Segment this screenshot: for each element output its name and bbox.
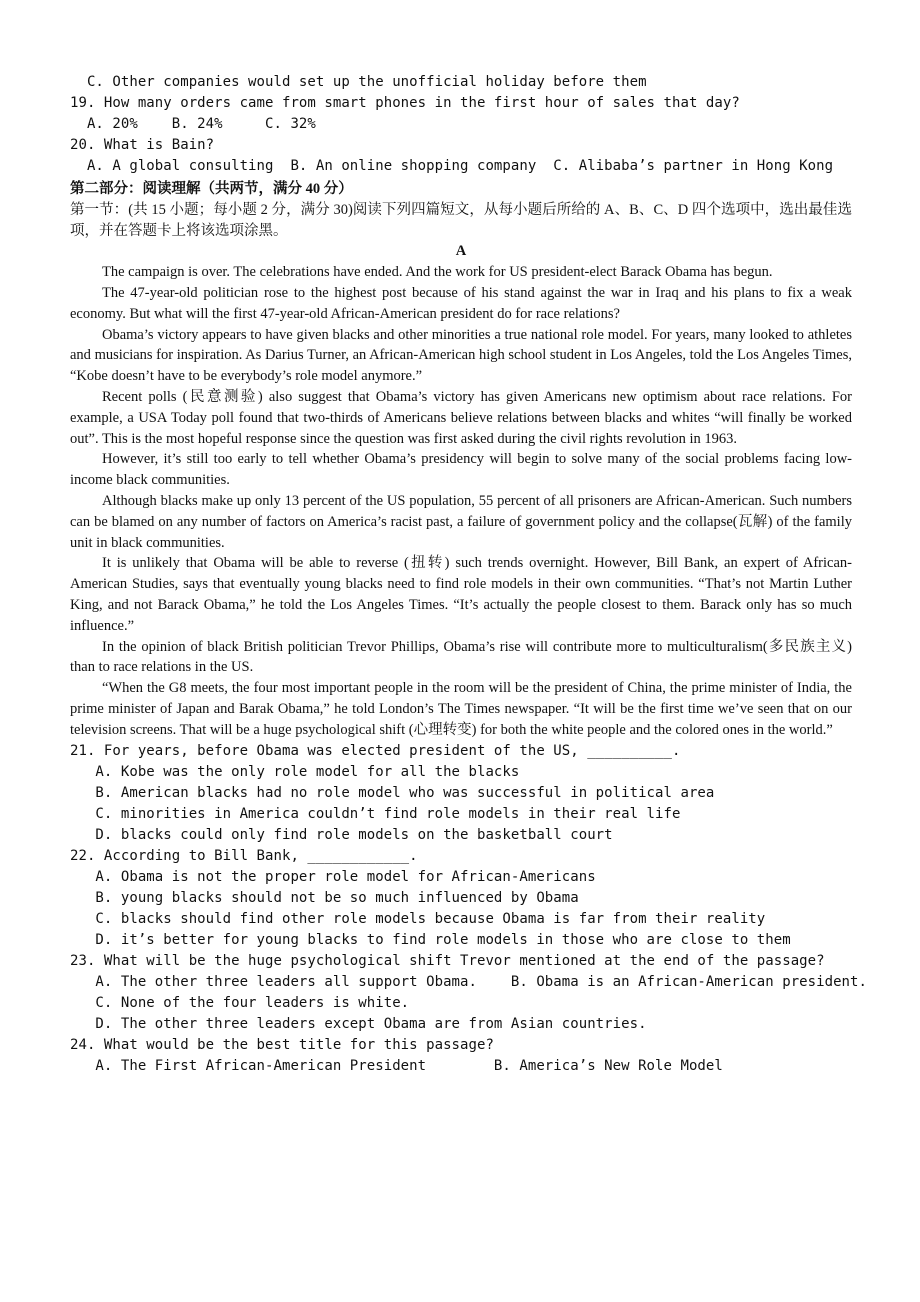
- option-d: D. The other three leaders except Obama are from Asian countries.: [70, 1015, 647, 1032]
- option-b: B. American blacks had no role model who was successful in political area: [70, 784, 715, 801]
- previous-questions: [70, 72, 852, 177]
- question-22: [70, 846, 852, 951]
- option-d: D. it’s better for young blacks to find role models in those who are close to them: [70, 931, 791, 948]
- passage-paragraph: In the opinion of black British politician Trevor Phillips, Obama’s rise will contribute more to multiculturalism(多民族主义) than to race relations in the US.: [70, 638, 852, 676]
- q20-options: A. A global consulting B. An online shopping company C. Alibaba’s partner in Hong Kong: [70, 158, 834, 174]
- question-stem: 21. For years, before Obama was elected president of the US, __________.: [70, 742, 681, 759]
- q18-option-c: C. Other companies would set up the unofficial holiday before them: [70, 74, 647, 90]
- option-a: A. Kobe was the only role model for all the blacks: [70, 763, 520, 780]
- passage-paragraph: Recent polls (民意测验) also suggest that Obama’s victory has given Americans new optimism about race relations. For example, a USA Today poll found that two-thirds of Americans believe relations between blacks and whites “will finally be worked out”. This is the most hopeful response since the question was first asked during the civil rights revolution in 1963.: [70, 388, 852, 447]
- question-stem: 23. What will be the huge psychological shift Trevor mentioned at the end of the passage?: [70, 952, 825, 969]
- question-list: [70, 741, 867, 1077]
- passage-paragraph: It is unlikely that Obama will be able to reverse (扭转) such trends overnight. However, Bill Bank, an expert of African-American Studies, says that eventually young blacks need to find role models in their own communities. “That’s not Martin Luther King, and not Barack Obama,” he told the Los Angeles Times. “It’s actually the people closest to them. Barack only has so much influence.”: [70, 555, 852, 634]
- passage-paragraph: The 47-year-old politician rose to the highest post because of his stand against the war in Iraq and his plans to fix a weak economy. But what will the first 47-year-old African-American president do for race relations?: [70, 284, 852, 322]
- question-23: [70, 951, 867, 1035]
- option-b: B. young blacks should not be so much influenced by Obama: [70, 889, 579, 906]
- section-header: [70, 179, 852, 241]
- q19-stem: 19. How many orders came from smart phones in the first hour of sales that day?: [70, 95, 740, 111]
- question-stem: 22. According to Bill Bank, ____________.: [70, 847, 418, 864]
- option-c: C. blacks should find other role models because Obama is far from their reality: [70, 910, 766, 927]
- question-stem: 24. What would be the best title for this passage?: [70, 1036, 494, 1053]
- option-d: D. blacks could only find role models on the basketball court: [70, 826, 613, 843]
- option-a: A. Obama is not the proper role model for African-Americans: [70, 868, 596, 885]
- passage-paragraph: Obama’s victory appears to have given blacks and other minorities a true national role model. For years, many looked to athletes and musicians for inspiration. As Darius Turner, an African-American high school student in Los Angeles, told the Los Angeles Times, “Kobe doesn’t have to be everybody’s role model anymore.”: [70, 326, 852, 385]
- q20-stem: 20. What is Bain?: [70, 137, 215, 153]
- section-instruction: 第一节：(共 15 小题；每小题 2 分，满分 30)阅读下列四篇短文，从每小题后所给的 A、B、C、D 四个选项中，选出最佳选项，并在答题卡上将该选项涂黑。: [70, 201, 852, 239]
- passage-paragraph: Although blacks make up only 13 percent of the US population, 55 percent of all prisoners are African-American. Such numbers can be blamed on any number of factors on America’s racist past, a failure of government policy and the collapse(瓦解) of the family unit in black communities.: [70, 492, 852, 551]
- passage-paragraph: “When the G8 meets, the four most important people in the room will be the president of China, the prime minister of India, the prime minister of Japan and Barak Obama,” he told London’s The Times newspaper. “It will be the first time we’ve seen that on our television screens. That will be a huge psychological shift (心理转变) for both the white people and the colored ones in the world.”: [70, 680, 852, 738]
- exam-page: [70, 72, 867, 1077]
- passage-label: A: [455, 243, 467, 260]
- option-a-b: A. The other three leaders all support Obama. B. Obama is an African-American president.: [70, 973, 867, 990]
- passage-a: [70, 241, 852, 740]
- q19-options: A. 20% B. 24% C. 32%: [70, 116, 316, 132]
- section-heading: 第二部分：阅读理解（共两节，满分 40 分）: [70, 181, 353, 197]
- passage-paragraph: However, it’s still too early to tell whether Obama’s presidency will begin to solve many of the social problems facing low-income black communities.: [70, 451, 852, 489]
- option-a-b: A. The First African-American President B. America’s New Role Model: [70, 1057, 723, 1074]
- question-21: [70, 741, 852, 846]
- passage-paragraph: The campaign is over. The celebrations have ended. And the work for US president-elect Barack Obama has begun.: [102, 264, 773, 281]
- option-c: C. None of the four leaders is white.: [70, 994, 410, 1011]
- question-24: [70, 1035, 852, 1077]
- option-c: C. minorities in America couldn’t find role models in their real life: [70, 805, 681, 822]
